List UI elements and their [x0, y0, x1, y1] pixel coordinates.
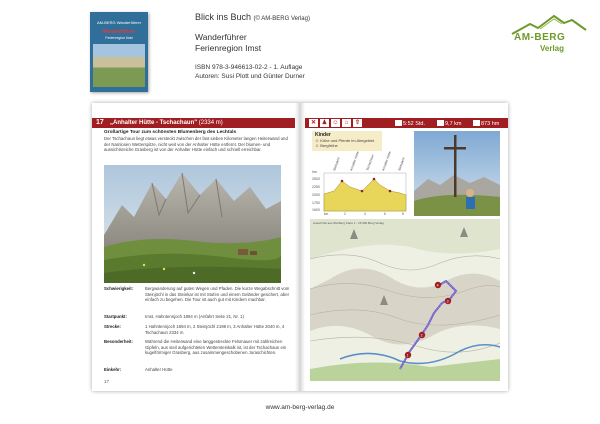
preview-copyright: (© AM-BERG Verlag) — [253, 16, 310, 22]
clock-icon — [395, 120, 402, 126]
kids-item-text: Kühe und Pferde im Almgebiet — [320, 138, 375, 143]
book-type: Wanderführer — [195, 32, 247, 42]
authors-line: Autoren: Susi Plott und Günter Durner — [195, 73, 305, 80]
svg-text:2: 2 — [420, 333, 423, 338]
kids-title: Kinder — [315, 132, 331, 138]
stat-distance-value: 9,7 km — [445, 121, 462, 127]
book-cover-thumbnail[interactable] — [90, 12, 148, 92]
profile-x-tick: 8 — [402, 212, 404, 216]
tour-title-text: „Anhalter Hütte - Tschachaun" — [110, 119, 198, 126]
route-map[interactable] — [310, 219, 500, 381]
tour-stats-bar — [305, 118, 508, 128]
detail-label: Strecke: — [104, 324, 121, 329]
stat-time-value: 5:52 Std. — [403, 121, 426, 127]
profile-marker — [373, 178, 376, 181]
profile-x-tick: 6 — [384, 212, 386, 216]
crossed-tools-icon: ✕ — [310, 120, 317, 126]
profile-y-tick: 1600 — [312, 208, 320, 212]
profile-y-unit: hm — [312, 170, 317, 174]
profile-marker — [389, 190, 392, 193]
detail-label: Startpunkt: — [104, 314, 127, 319]
logo-text-bottom: Verlag — [540, 44, 565, 53]
svg-text:4: 4 — [436, 283, 439, 288]
svg-text:3: 3 — [446, 299, 449, 304]
detail-value: Während die Heiterwand eine langgestreckte Felsmauer mit zahlreichen Gipfeln, aus steil aufgerichteten Wettersteinkalk ist, ist der Tschachaun ein kugelförmiger Grasberg, aus zusammengeschobenen Juraschichten. — [145, 339, 287, 355]
profile-x-tick: km — [324, 212, 329, 216]
profile-waypoint: Steinjöchl — [397, 156, 406, 172]
signpost-icon: ⇧ — [354, 120, 361, 126]
profile-x-tick: 2 — [344, 212, 346, 216]
profile-waypoint: Anhalter Hütte — [349, 151, 360, 172]
profile-marker — [361, 190, 364, 193]
elevation-profile — [310, 151, 410, 217]
logo-text-top: AM-BERG — [514, 32, 566, 43]
profile-waypoint: Steinjöchl — [332, 156, 341, 172]
kids-item-text: Bergfrühe — [320, 143, 338, 149]
book-spread — [92, 103, 508, 391]
detail-value: Imst, Hahntennjoch 1894 m (Anfahrt Seite 21, Nr. 1) — [145, 314, 244, 319]
profile-y-tick: 2000 — [312, 193, 320, 197]
page-number-left: 17 — [104, 379, 110, 384]
stat-time — [395, 120, 425, 127]
detail-label: Schwierigkeit: — [104, 286, 134, 291]
cover-title: Wanderführer — [102, 29, 136, 35]
hut-icon: ⌂ — [342, 119, 351, 127]
kids-box — [312, 131, 382, 151]
stat-distance — [437, 120, 462, 127]
detail-label: Einkehr: — [104, 367, 122, 372]
tour-title-height: (2334 m) — [198, 119, 223, 126]
hiker-icon: ♟ — [321, 120, 328, 126]
tour-title — [110, 120, 223, 126]
profile-waypoint: Anhalter Hütte — [381, 151, 392, 172]
family-icon: ☺ — [332, 120, 339, 126]
stat-ascent-value: 873 hm — [481, 121, 500, 127]
preview-title: Blick ins Buch — [195, 12, 252, 22]
detail-label: Besonderheit: — [104, 339, 133, 344]
book-gutter — [295, 103, 305, 391]
detail-value: Bergwanderung auf guten Wegen und Pfaden. Die kurze Wegabschnitt vom Steinjöchl in das Steinkar ist mit Stufen und einem Geländer gesichert, aber einfach zu begehen. Die Tour ist auch gut mit Kindern machbar. — [145, 286, 290, 302]
ascent-icon — [473, 120, 480, 126]
tour-subheading: Großartige Tour zum schönsten Blumenberg des Lechtals — [104, 130, 237, 135]
detail-value: 1 Hahntennjoch 1894 m, 2 Steinjöchl 2198 m, 3 Anhalter Hütte 2040 m, 4 Tschachaun 2334 m — [145, 324, 285, 335]
am-berg-logo[interactable] — [510, 14, 588, 58]
kids-item: ☺ Bergfrühe — [315, 143, 338, 149]
profile-y-tick: 2500 — [312, 177, 320, 181]
cover-photo — [93, 44, 145, 87]
svg-text:1: 1 — [406, 353, 409, 358]
cover-subtitle: Ferienregion Imst — [105, 36, 133, 40]
distance-icon — [437, 120, 444, 126]
isbn-line: ISBN 978-3-946613-02-2 - 1. Auflage — [195, 64, 303, 71]
preview-heading — [195, 12, 310, 22]
tour-number: 17 — [96, 119, 104, 126]
cover-series: AM-BERG Wanderführer — [96, 20, 142, 25]
profile-waypoint: Tschachaun — [365, 153, 375, 172]
summit-photo — [414, 131, 500, 216]
stat-ascent — [473, 120, 499, 127]
profile-y-tick: 1750 — [312, 201, 320, 205]
tour-photo — [104, 165, 281, 283]
book-region: Ferienregion Imst — [195, 43, 262, 53]
detail-value: Anhalter Hütte — [145, 367, 173, 372]
publisher-url[interactable]: www.am-berg-verlag.de — [265, 404, 335, 411]
profile-y-tick: 2250 — [312, 185, 320, 189]
tour-intro: Der Tschachaun liegt etwas versteckt zwischen der fast sieben Kilometer langen Heiterwand und der Namlosen Wetterspitze, nicht weit von der Anhalter Hütte entfernt. Der blumen- und aussichtsreiche Grasberg ist von der Anhalter Hütte einfach und schnell erreichbar. — [104, 136, 288, 152]
kids-item: ☺ Kühe und Pferde im Almgebiet — [315, 138, 375, 143]
tour-title-bar — [92, 118, 295, 128]
profile-x-tick: 4 — [364, 212, 366, 216]
profile-marker — [341, 180, 344, 183]
summit-cross — [454, 135, 457, 197]
map-caption: Ausschnitt aus AM-Berg Karte 1 : 25 000 Berg Verlag — [313, 221, 384, 225]
